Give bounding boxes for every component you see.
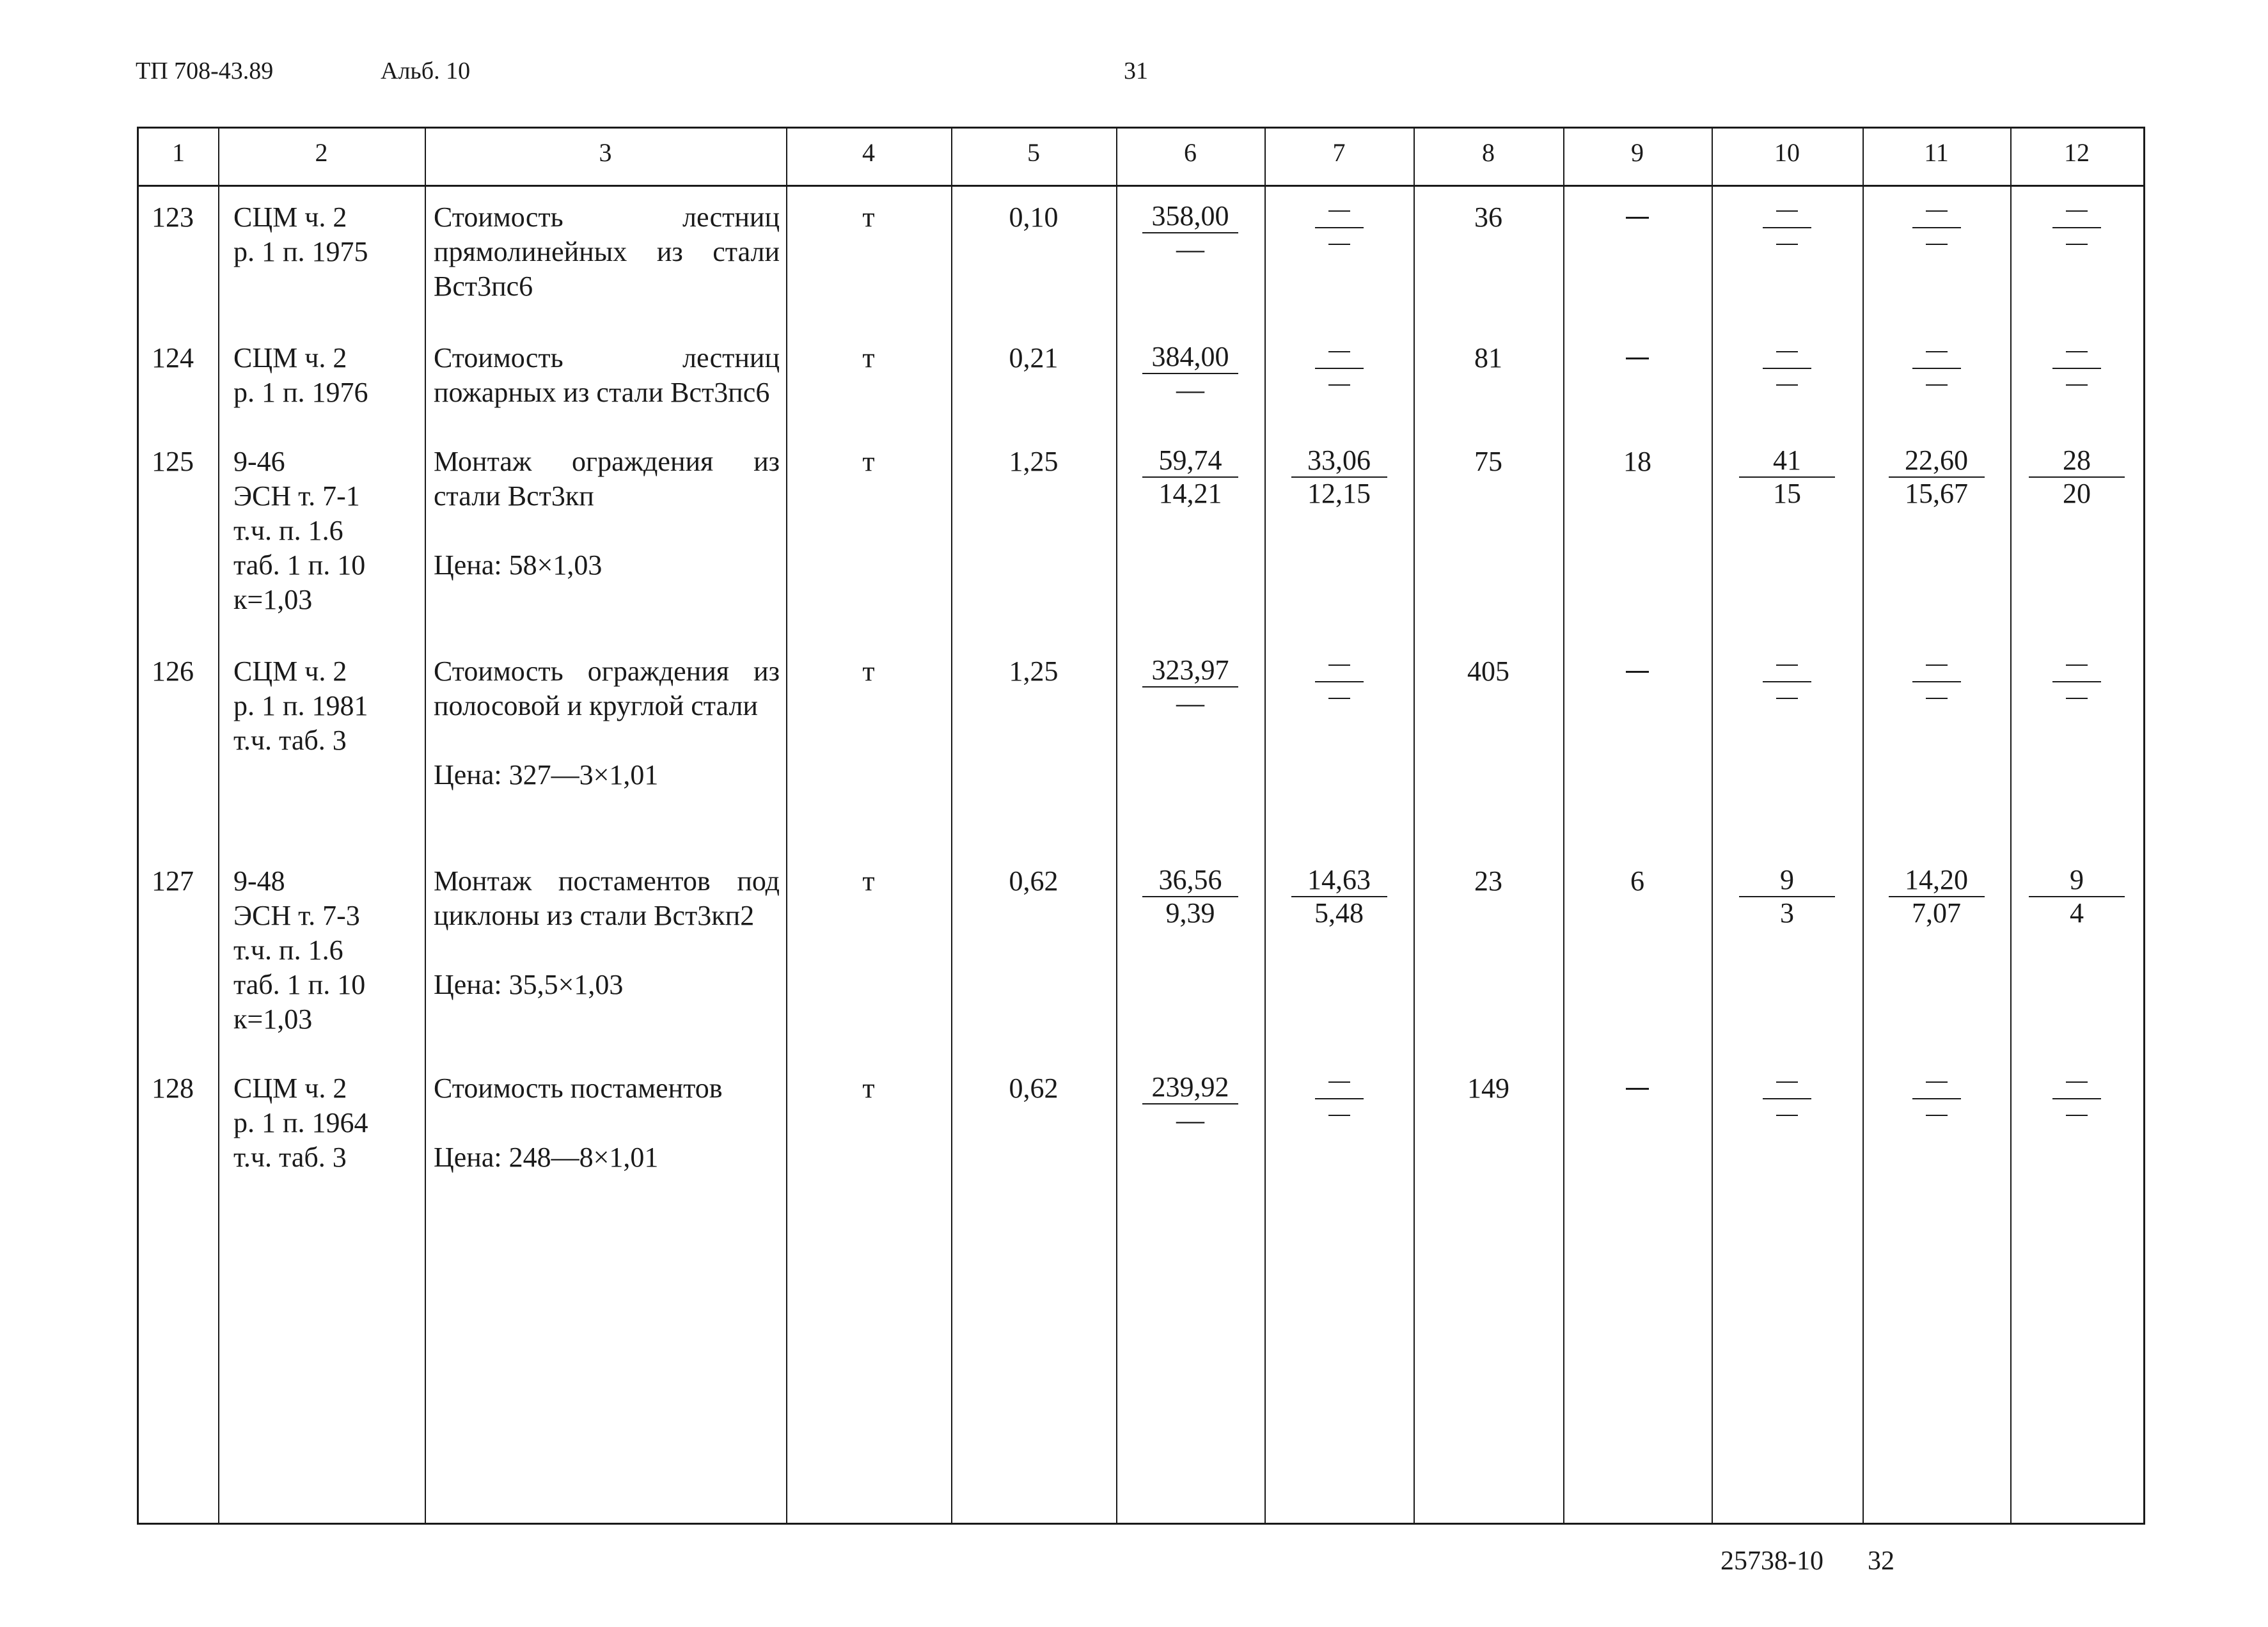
col12-value-empty — [2051, 205, 2102, 250]
col9-dash — [1626, 671, 1649, 673]
quantity: 1,25 — [1009, 656, 1059, 687]
col6-value — [1142, 864, 1238, 929]
row-number: 123 — [152, 201, 194, 233]
price-note: Цена: 35,5×1,03 — [434, 969, 624, 1000]
col6-value-denominator: — — [1176, 1104, 1204, 1136]
col8-value: 75 — [1474, 446, 1502, 477]
reference-line: СЦМ ч. 2 — [233, 656, 347, 687]
quantity: 0,10 — [1009, 201, 1059, 233]
reference-line: таб. 1 п. 10 — [233, 549, 366, 581]
row-number: 124 — [152, 342, 194, 373]
col12-value-denominator: 20 — [2063, 478, 2091, 509]
col9-dash — [1626, 217, 1649, 219]
column-divider — [1862, 129, 1864, 1523]
col8-value: 23 — [1474, 865, 1502, 897]
price-note: Цена: 327—3×1,01 — [434, 759, 659, 790]
album-label: Альб. 10 — [381, 58, 471, 84]
row-number: 126 — [152, 656, 194, 687]
description-text: Монтаж постаментов под циклоны из стали Вст3кп2 — [434, 865, 780, 931]
col6-value-denominator: — — [1176, 688, 1204, 719]
unit: т — [862, 865, 875, 897]
page-number: 31 — [1124, 58, 1148, 84]
description-text: Монтаж ограждения из стали Вст3кп — [434, 446, 780, 512]
col7-value-numerator: 14,63 — [1291, 864, 1387, 897]
column-divider — [1116, 129, 1117, 1523]
description — [434, 1071, 780, 1175]
reference-line: СЦМ ч. 2 — [233, 1073, 347, 1104]
column-divider — [1264, 129, 1266, 1523]
reference — [233, 654, 421, 758]
col8-value: 405 — [1467, 656, 1509, 687]
row-number: 128 — [152, 1073, 194, 1104]
reference-line: СЦМ ч. 2 — [233, 342, 347, 373]
quantity: 0,62 — [1009, 1073, 1059, 1104]
reference — [233, 864, 421, 1037]
col11-value-empty — [1911, 205, 1962, 250]
col12-value — [2029, 444, 2125, 510]
col10-value-denominator: 3 — [1780, 897, 1794, 929]
reference-line: 9-46 — [233, 446, 285, 477]
column-header-11: 11 — [1924, 138, 1949, 167]
reference-line: ЭСН т. 7-1 — [233, 480, 360, 512]
quantity: 1,25 — [1009, 446, 1059, 477]
col7-value-denominator: 5,48 — [1314, 897, 1364, 929]
col7-value-empty — [1314, 205, 1365, 250]
col11-value-empty — [1911, 1076, 1962, 1121]
unit: т — [862, 1073, 875, 1104]
col10-value — [1739, 864, 1835, 929]
col7-value-denominator: 12,15 — [1307, 478, 1371, 509]
column-header-10: 10 — [1774, 138, 1800, 167]
col6-value-numerator: 59,74 — [1142, 444, 1238, 478]
col6-value-denominator: 14,21 — [1158, 478, 1222, 509]
description-text: Стоимость постаментов — [434, 1073, 723, 1104]
description — [434, 341, 780, 410]
column-header-2: 2 — [315, 138, 328, 167]
sheet-number: 32 — [1868, 1546, 1894, 1576]
unit: т — [862, 656, 875, 687]
col12-value-empty — [2051, 1076, 2102, 1121]
quantity: 0,21 — [1009, 342, 1059, 373]
reference-line: т.ч. таб. 3 — [233, 725, 347, 756]
col10-value-denominator: 15 — [1773, 478, 1801, 509]
description — [434, 200, 780, 304]
col11-value-numerator: 14,20 — [1889, 864, 1985, 897]
row-number: 127 — [152, 865, 194, 897]
col12-value — [2029, 864, 2125, 929]
description — [434, 444, 780, 583]
col7-value — [1291, 864, 1387, 929]
reference-line: ЭСН т. 7-3 — [233, 900, 360, 931]
reference-line: СЦМ ч. 2 — [233, 201, 347, 233]
column-divider — [425, 129, 426, 1523]
col12-value-empty — [2051, 659, 2102, 704]
column-header-3: 3 — [599, 138, 612, 167]
col6-value-denominator: — — [1176, 374, 1204, 405]
reference-line: таб. 1 п. 10 — [233, 969, 366, 1000]
reference — [233, 341, 421, 410]
reference-line: т.ч. п. 1.6 — [233, 515, 343, 546]
col11-value-numerator: 22,60 — [1889, 444, 1985, 478]
reference-line: р. 1 п. 1981 — [233, 690, 368, 721]
column-header-8: 8 — [1482, 138, 1495, 167]
col9-value: 6 — [1630, 865, 1644, 897]
reference-line: к=1,03 — [233, 584, 313, 615]
col6-value-numerator: 36,56 — [1142, 864, 1238, 897]
reference-line: к=1,03 — [233, 1003, 313, 1035]
col11-value-empty — [1911, 346, 1962, 391]
unit: т — [862, 342, 875, 373]
col11-value — [1889, 864, 1985, 929]
column-divider — [2010, 129, 2012, 1523]
price-note: Цена: 248—8×1,01 — [434, 1142, 659, 1173]
col6-value — [1142, 341, 1238, 406]
reference-line: р. 1 п. 1975 — [233, 236, 368, 267]
col9-dash — [1626, 358, 1649, 359]
col7-value-numerator: 33,06 — [1291, 444, 1387, 478]
reference-line: т.ч. таб. 3 — [233, 1142, 347, 1173]
row-number: 125 — [152, 446, 194, 477]
unit: т — [862, 201, 875, 233]
reference-line: р. 1 п. 1964 — [233, 1107, 368, 1138]
col6-value — [1142, 444, 1238, 510]
description-text: Стоимость ограждения из полосовой и круглой стали — [434, 656, 780, 721]
reference — [233, 200, 421, 269]
col12-value-empty — [2051, 346, 2102, 391]
col11-value — [1889, 444, 1985, 510]
col6-value — [1142, 654, 1238, 719]
column-divider — [1414, 129, 1415, 1523]
col6-value — [1142, 1071, 1238, 1136]
col8-value: 36 — [1474, 201, 1502, 233]
column-divider — [786, 129, 787, 1523]
col12-value-numerator: 9 — [2029, 864, 2125, 897]
col8-value: 81 — [1474, 342, 1502, 373]
col9-dash — [1626, 1088, 1649, 1090]
column-divider — [951, 129, 952, 1523]
reference — [233, 1071, 421, 1175]
col6-value — [1142, 200, 1238, 265]
col7-value-empty — [1314, 346, 1365, 391]
col6-value-numerator: 239,92 — [1142, 1071, 1238, 1104]
col6-value-denominator: — — [1176, 233, 1204, 265]
description-text: Стоимость лестниц пожарных из стали Вст3пс6 — [434, 342, 780, 408]
col6-value-numerator: 358,00 — [1142, 200, 1238, 233]
description — [434, 864, 780, 1002]
col7-value — [1291, 444, 1387, 510]
quantity: 0,62 — [1009, 865, 1059, 897]
col6-value-denominator: 9,39 — [1165, 897, 1215, 929]
reference-line: р. 1 п. 1976 — [233, 377, 368, 408]
col11-value-empty — [1911, 659, 1962, 704]
reference-line: т.ч. п. 1.6 — [233, 934, 343, 966]
col10-value-empty — [1761, 346, 1813, 391]
col10-value-empty — [1761, 1076, 1813, 1121]
header-divider — [139, 185, 2143, 187]
reference — [233, 444, 421, 617]
description-text: Стоимость лестниц прямолинейных из стали Вст3пс6 — [434, 201, 780, 302]
col10-value-numerator: 41 — [1739, 444, 1835, 478]
col6-value-numerator: 384,00 — [1142, 341, 1238, 374]
description — [434, 654, 780, 792]
column-header-12: 12 — [2064, 138, 2090, 167]
col10-value — [1739, 444, 1835, 510]
column-divider — [218, 129, 219, 1523]
col10-value-empty — [1761, 659, 1813, 704]
col11-value-denominator: 7,07 — [1912, 897, 1961, 929]
column-header-5: 5 — [1027, 138, 1040, 167]
unit: т — [862, 446, 875, 477]
col7-value-empty — [1314, 1076, 1365, 1121]
col12-value-numerator: 28 — [2029, 444, 2125, 478]
col6-value-numerator: 323,97 — [1142, 654, 1238, 688]
column-header-6: 6 — [1184, 138, 1197, 167]
reference-line: 9-48 — [233, 865, 285, 897]
document-code: ТП 708-43.89 — [136, 58, 274, 84]
sheet-code: 25738-10 — [1721, 1546, 1823, 1576]
price-note: Цена: 58×1,03 — [434, 549, 602, 581]
column-header-7: 7 — [1332, 138, 1346, 167]
col11-value-denominator: 15,67 — [1905, 478, 1968, 509]
col7-value-empty — [1314, 659, 1365, 704]
col10-value-empty — [1761, 205, 1813, 250]
column-header-4: 4 — [862, 138, 875, 167]
column-header-1: 1 — [172, 138, 185, 167]
column-divider — [1712, 129, 1713, 1523]
col10-value-numerator: 9 — [1739, 864, 1835, 897]
column-divider — [1563, 129, 1564, 1523]
estimate-table — [137, 127, 2145, 1525]
column-header-9: 9 — [1631, 138, 1644, 167]
col8-value: 149 — [1467, 1073, 1509, 1104]
col9-value: 18 — [1623, 446, 1651, 477]
col12-value-denominator: 4 — [2070, 897, 2084, 929]
